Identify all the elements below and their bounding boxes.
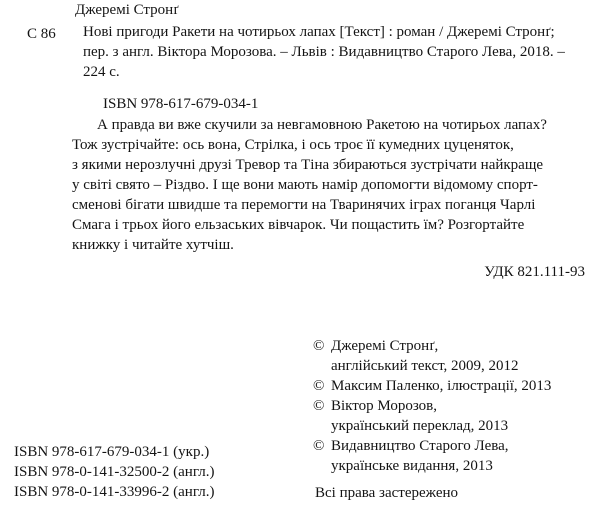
catalog-code: С 86 [27,26,56,42]
annotation-line: сменові бігати швидше та перемогти на Тваринячих іграх поганця Чарлі [72,197,536,213]
copyright-line: Віктор Морозов, [331,398,438,414]
isbn-list [14,442,214,502]
copyright-line: Джеремі Стронґ, [331,338,439,354]
bibliographic-description [83,22,593,82]
copyright-block [313,336,593,476]
isbn-item: ISBN 978-617-679-034-1 (укр.) [14,444,210,460]
copyright-icon: © [313,398,325,414]
copyright-item [313,436,593,476]
isbn-main: ISBN 978-617-679-034-1 [103,96,259,112]
copyright-text [331,336,519,376]
annotation-line: з якими нерозлучні друзі Тревор та Тіна збираються зустрічати найкраще [72,157,544,173]
copyright-text [331,376,551,396]
annotation-line: А правда ви вже скучили за невгамовною Ракетою на чотирьох лапах? [97,117,547,133]
copyright-line: Максим Паленко, ілюстрації, 2013 [331,378,552,394]
copyright-text [331,436,509,476]
annotation-line: Смага і трьох його ельзаських вівчарок. Чи пощастить їм? Розгортайте [72,217,525,233]
udc-code: УДК 821.111-93 [484,264,585,280]
copyright-line: український переклад, 2013 [331,418,509,434]
copyright-item [313,396,593,436]
copyright-line: Видавництво Старого Лева, [331,438,509,454]
copyright-line: англійський текст, 2009, 2012 [331,358,519,374]
copyright-text [331,396,508,436]
annotation-line: Тож зустрічайте: ось вона, Стрілка, і ось троє її кумедних цуценяток, [72,137,514,153]
copyright-item [313,376,593,396]
copyright-icon: © [313,378,325,394]
copyright-icon: © [313,338,325,354]
description-line: Нові пригоди Ракети на чотирьох лапах [Текст] : роман / Джеремі Стронґ; [83,24,555,40]
copyright-item [313,336,593,376]
annotation-line: у світі свято – Різдво. І ще вони мають намір допомогти відомому спорт- [72,177,538,193]
author-heading: Джеремі Стронґ [75,2,179,18]
isbn-item: ISBN 978-0-141-33996-2 (англ.) [14,484,215,500]
description-line: 224 с. [83,64,120,80]
description-line: пер. з англ. Віктора Морозова. – Львів : Видавництво Старого Лева, 2018. – [83,44,565,60]
annotation-line: книжку і читайте хутчіш. [72,237,234,253]
isbn-item: ISBN 978-0-141-32500-2 (англ.) [14,464,215,480]
copyright-line: українське видання, 2013 [331,458,493,474]
copyright-icon: © [313,438,325,454]
rights-reserved: Всі права застережено [315,485,459,501]
annotation-paragraph [72,115,592,255]
